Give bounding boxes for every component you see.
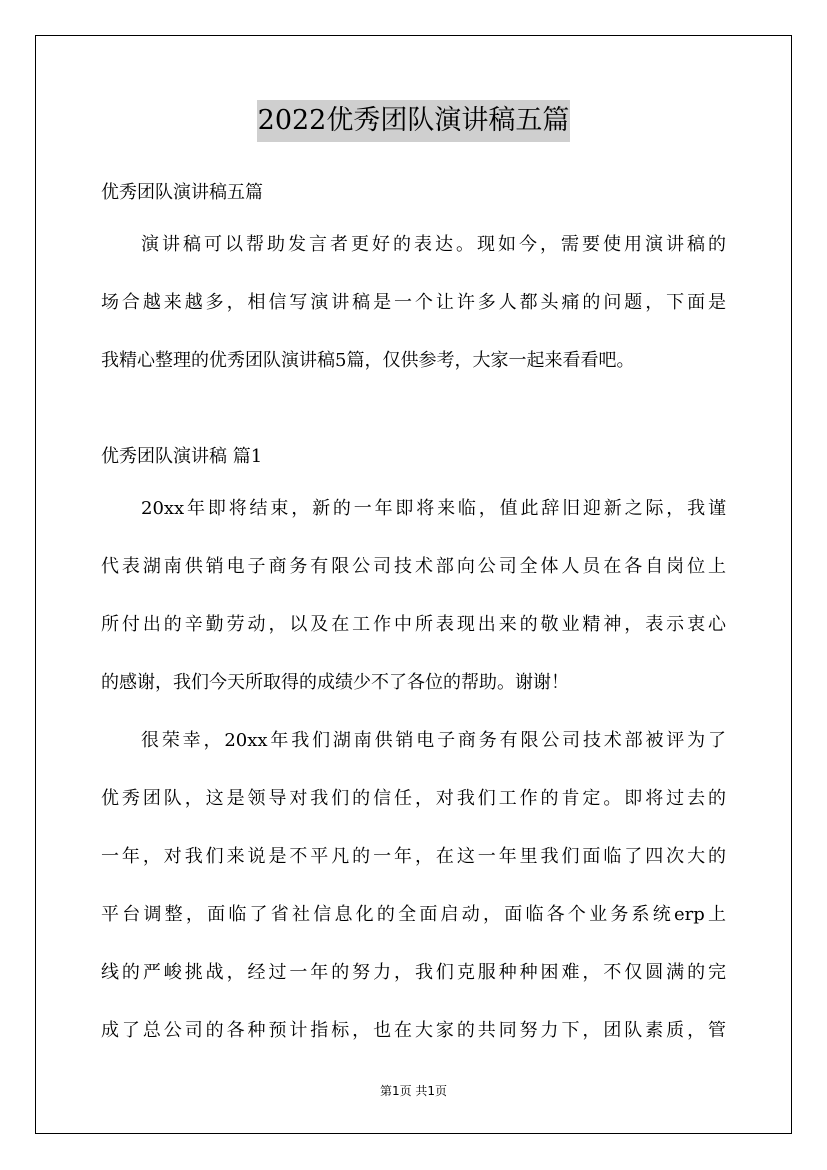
paragraph-line: 线的严峻挑战，经过一年的努力，我们克服种种困难，不仅圆满的完 <box>101 962 726 983</box>
title-container <box>0 100 827 142</box>
paragraph-line: 优秀团队，这是领导对我们的信任，对我们工作的肯定。即将过去的 <box>101 788 726 809</box>
paragraph-line: 平台调整，面临了省社信息化的全面启动，面临各个业务系统erp上 <box>101 904 726 925</box>
paragraph-line: 一年，对我们来说是不平凡的一年，在这一年里我们面临了四次大的 <box>101 846 726 867</box>
paragraph-line: 代表湖南供销电子商务有限公司技术部向公司全体人员在各自岗位上 <box>101 556 726 577</box>
section1-paragraph-2 <box>101 712 726 1060</box>
paragraph-line: 很荣幸，20xx年我们湖南供销电子商务有限公司技术部被评为了 <box>141 730 726 751</box>
page-footer: 第1页 共1页 <box>379 1084 448 1098</box>
paragraph-line: 场合越来越多，相信写演讲稿是一个让许多人都头痛的问题，下面是 <box>101 292 726 313</box>
intro-paragraph <box>101 216 726 390</box>
paragraph-line: 演讲稿可以帮助发言者更好的表达。现如今，需要使用演讲稿的 <box>141 234 726 255</box>
paragraph-line: 所付出的辛勤劳动，以及在工作中所表现出来的敬业精神，表示衷心 <box>101 614 726 635</box>
paragraph-line: 成了总公司的各种预计指标，也在大家的共同努力下，团队素质，管 <box>101 1020 726 1041</box>
document-body <box>101 170 726 1060</box>
paragraph-line: 的感谢，我们今天所取得的成绩少不了各位的帮助。谢谢！ <box>101 672 569 693</box>
section-heading: 优秀团队演讲稿 篇1 <box>101 446 263 467</box>
section-spacer <box>101 390 726 434</box>
document-title: 2022优秀团队演讲稿五篇 <box>257 100 571 142</box>
document-subtitle: 优秀团队演讲稿五篇 <box>101 182 263 203</box>
section1-paragraph-1 <box>101 480 726 712</box>
paragraph-line: 20xx年即将结束，新的一年即将来临，值此辞旧迎新之际，我谨 <box>141 498 726 519</box>
paragraph-line: 我精心整理的优秀团队演讲稿5篇，仅供参考，大家一起来看看吧。 <box>101 350 635 371</box>
